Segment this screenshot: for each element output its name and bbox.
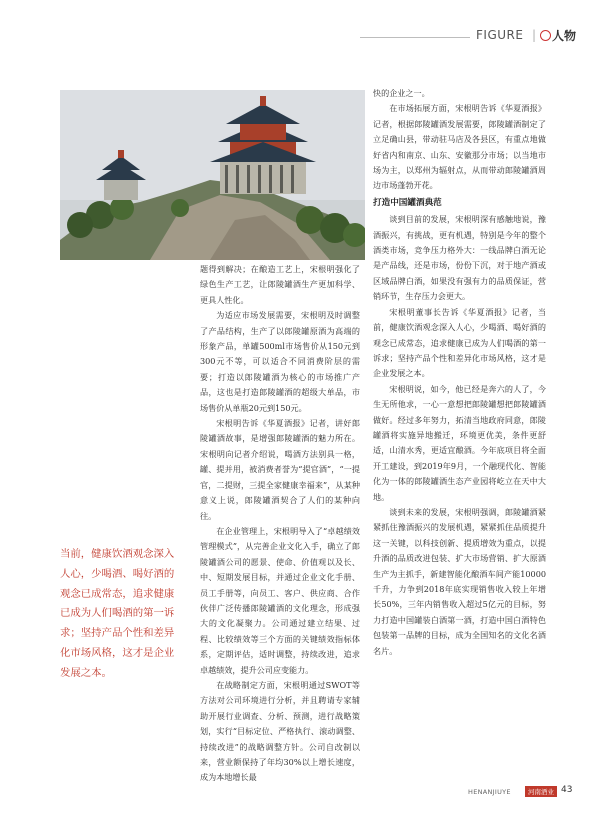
paragraph: 谈到目前的发展，宋根明深有感触地说，豫酒振兴，有挑战，更有机遇，特别是今年的整个酒类市场，竞争压力格外大：一线品牌白酒无论是产品线，还是市场，份份下沉，对于地产酒或区域品牌白酒，如果没有强有力的品质保证，营销环节，生存压力会更大。 [373,214,546,302]
header-circle-icon [540,30,551,41]
pull-quote: 当前，健康饮酒观念深入人心，少喝酒、喝好酒的观念已成常态，追求健康已成为人们喝酒的第一诉求；坚持产品个性和差异化市场风格，这才是企业发展之本。 [60,548,175,679]
paragraph: 在战略制定方面，宋根明通过SWOT等方法对公司环境进行分析，并且聘请专家辅助开展行业调查、分析、预测，进行战略策划，实行“目标定位、严格执行、滚动调整、持续改进”的战略调整方针。公司自改制以来，营业额保持了年均30%以上增长速度，成为本地增长最 [200,679,360,783]
page-footer [468,785,588,799]
paragraph: 题得到解决；在酿造工艺上，宋根明强化了绿色生产工艺，让郎陵罐酒生产更加科学、更具人性化。 [200,264,360,305]
paragraph: 宋根明告诉《华夏酒报》记者，讲好郎陵罐酒故事，是增强郎陵罐酒的魅力所在。宋根明向记者介绍说，喝酒方法别具一格，罐、提并用，被消费者誉为“提官酒”，“一提官，二提财，三提全家健康幸福来”，从某种意义上说，郎陵罐酒契合了人们的某种向往。 [200,418,360,521]
article-column-left [200,262,360,786]
paragraph: 谈到未来的发展，宋根明强调，郎陵罐酒紧紧抓住豫酒振兴的发展机遇，紧紧抓住品质提升这一关键，以科技创新、提质增效为重点，以提升酒的品质改进包装、扩大市场营销、扩大原酒生产为主抓手，新建智能化酿酒车间产能10000千升，力争到2018年底实现销售收入较上年增长50%，三年内销售收入超过5亿元的目标，努力打造中国罐装白酒第一酒，打造中国白酒特色包装第一品牌的目标，成为全国知名的文化名酒名片。 [373,506,546,656]
paragraph: 为适应市场发展需要，宋根明及时调整了产品结构，生产了以郎陵罐原酒为高端的形象产品，单罐500ml市场售价从150元到300元不等，可以适合不同消费阶层的需要；打造以郎陵罐酒为核心的市场推广产品，这也是打造郎陵罐酒的超级大单品，市场售价从单瓶20元到150元。 [200,310,360,413]
header-separator: | [532,28,537,42]
header-figure-label: FIGURE [476,28,524,42]
footer-tag: 河南酒业 [525,786,557,797]
article-column-right [373,86,546,659]
page-header [360,28,590,50]
paragraph: 在市场拓展方面，宋根明告诉《华夏酒报》记者，根据郎陵罐酒发展需要，郎陵罐酒制定了立足确山县，带动驻马店及各县区，有重点地做好省内和南京、山东、安徽那分市场；以当地市场为主，以郑州为辐射点，从而带动郎陵罐酒周边市场蓬勃开花。 [373,103,546,191]
pavilion-mountain-photo [60,90,365,260]
header-section-label: 人物 [552,29,577,43]
footer-brand: HENANJIUYE [468,788,511,796]
header-rule [360,37,470,38]
paragraph: 宋根明董事长告诉《华夏酒报》记者，当前，健康饮酒观念深入人心，少喝酒、喝好酒的观念已成常态，追求健康已成为人们喝酒的第一诉求；坚持产品个性和差异化市场风格，这才是企业发展之本。 [373,306,546,379]
photo-illustration [60,90,365,260]
paragraph: 宋根明说，如今，他已经是奔六的人了，今生无所他求，一心一意想把郎陵罐想把郎陵罐酒做好。经过多年努力，拓清当地政府同意，郎陵罐酒将实施异地搬迁，环境更优美，条件更舒适，山清水秀，更适宜酿酒。今年底项目将全面开工建设，到2019年9月，一个融现代化、智能化为一体的郎陵罐酒生态产业园将屹立在天中大地。 [373,383,546,502]
section-heading: 打造中国罐酒典范 [373,197,442,208]
page-number: 43 [561,785,573,795]
paragraph: 快的企业之一。 [373,88,430,98]
paragraph: 在企业管理上，宋根明导入了“卓越绩效管理模式”，从完善企业文化入手，确立了郎陵罐酒公司的愿景、使命、价值观以及长、中、短期发展目标，并通过企业文化手册、员工手册等，向员工、客户、供应商、合作伙伴广泛传播郎陵罐酒的文化理念，形成强大的文化凝聚力。公司通过建立结果、过程、比较绩效等三个方面的关键绩效指标体系，定期评估，适时调整，持续改进，追求卓越绩效，提升公司应变能力。 [200,525,360,675]
